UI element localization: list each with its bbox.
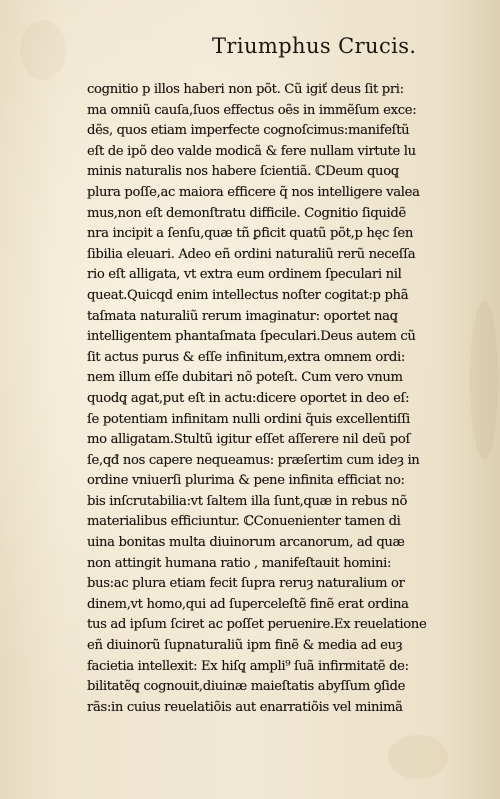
running-head: Triumphus Crucis. [212, 34, 417, 58]
text-line: minis naturalis nos habere ſcientiã. ℂDeum quoq̨ [87, 164, 399, 180]
text-line: ſit actus purus & eſſe infinitum,extra omnem ordi: [87, 349, 405, 365]
text-line: tus ad ipſum ſciret ac poſſet peruenire.Ex reuelatione [87, 617, 427, 633]
text-line: mo alligatam.Stultũ igitur eſſet aſſerere nil deũ poſ [87, 432, 410, 448]
paper-stain [388, 735, 448, 779]
text-line: bus:ac plura etiam fecit ſupra reruȝ naturalium or [87, 576, 405, 592]
text-line: uina bonitas multa diuinorum arcanorum, ad quæ [87, 535, 405, 551]
text-line: dinem,vt homo,qui ad ſuperceleſtẽ finẽ erat ordina [87, 596, 409, 612]
text-line: ma omniũ cauſa,ſuos effectus oẽs in immẽſum exce: [87, 102, 417, 118]
text-line: ordine vniuerſi plurima & pene infinita efficiat no: [87, 473, 405, 489]
text-line: ſe potentiam infinitam nulli ordini q̃uis excellentiſſi [87, 411, 410, 427]
text-line: plura poſſe,ac maiora efficere q̃ nos intelligere valea [87, 184, 420, 200]
text-line: eñ diuinorũ ſupnaturaliũ ipm finẽ & media ad euȝ [87, 638, 403, 654]
text-line: rio eſt alligata, vt extra eum ordinem ſpeculari nil [87, 267, 402, 283]
text-line: taſmata naturaliũ rerum imaginatur: oportet naq̨ [87, 308, 398, 324]
text-line: intelligentem phantaſmata ſpeculari.Deus autem cũ [87, 329, 416, 345]
text-line: mus,non eſt demonſtratu difficile. Cognitio ſiquidẽ [87, 205, 406, 221]
text-line: nem illum eſſe dubitari nõ poteſt. Cum vero vnum [87, 370, 403, 386]
text-block [87, 80, 482, 718]
text-line: queat.Quicqd enim intellectus noſter cogitat:p phã [87, 287, 409, 303]
text-line: quodq̨ agat,put eſt in actu:dicere oportet in deo eſ: [87, 390, 410, 406]
text-line: rãs:in cuius reuelatiõis aut enarratiõis vel minimã [87, 699, 403, 715]
text-line: dẽs, quos etiam imperfecte cognoſcimus:manifeſtũ [87, 123, 410, 139]
text-line: bilitatẽq̨ cognouit,diuinæ maieſtatis abyſſum ꝯſide [87, 679, 406, 695]
paper-stain [20, 20, 66, 80]
text-line: nra incipit a ſenſu,quæ tñ ꝑficit quatũ põt,p hęc ſen [87, 226, 413, 242]
text-line: materialibus efficiuntur. ℂConuenienter tamen di [87, 514, 401, 530]
text-line: ſibilia eleuari. Adeo eñ ordini naturaliũ rerũ neceſſa [87, 246, 416, 262]
text-line: facietia intellexit: Ex hiſq̨ ampli⁹ ſuã infirmitatẽ de: [87, 658, 409, 674]
text-line: eſt de ipõ deo valde modicã & fere nullam virtute lu [87, 143, 416, 159]
text-line: non attingit humana ratio , manifeſtauit homini: [87, 555, 392, 571]
text-line: ſe,qđ nos capere nequeamus: præſertim cum ideȝ in [87, 452, 420, 468]
text-line: cognitio p illos haberi non põt. Cũ igiť deus ſit pri: [87, 82, 404, 97]
text-line: bis inſcrutabilia:vt ſaltem illa ſunt,quæ in rebus nõ [87, 493, 408, 509]
